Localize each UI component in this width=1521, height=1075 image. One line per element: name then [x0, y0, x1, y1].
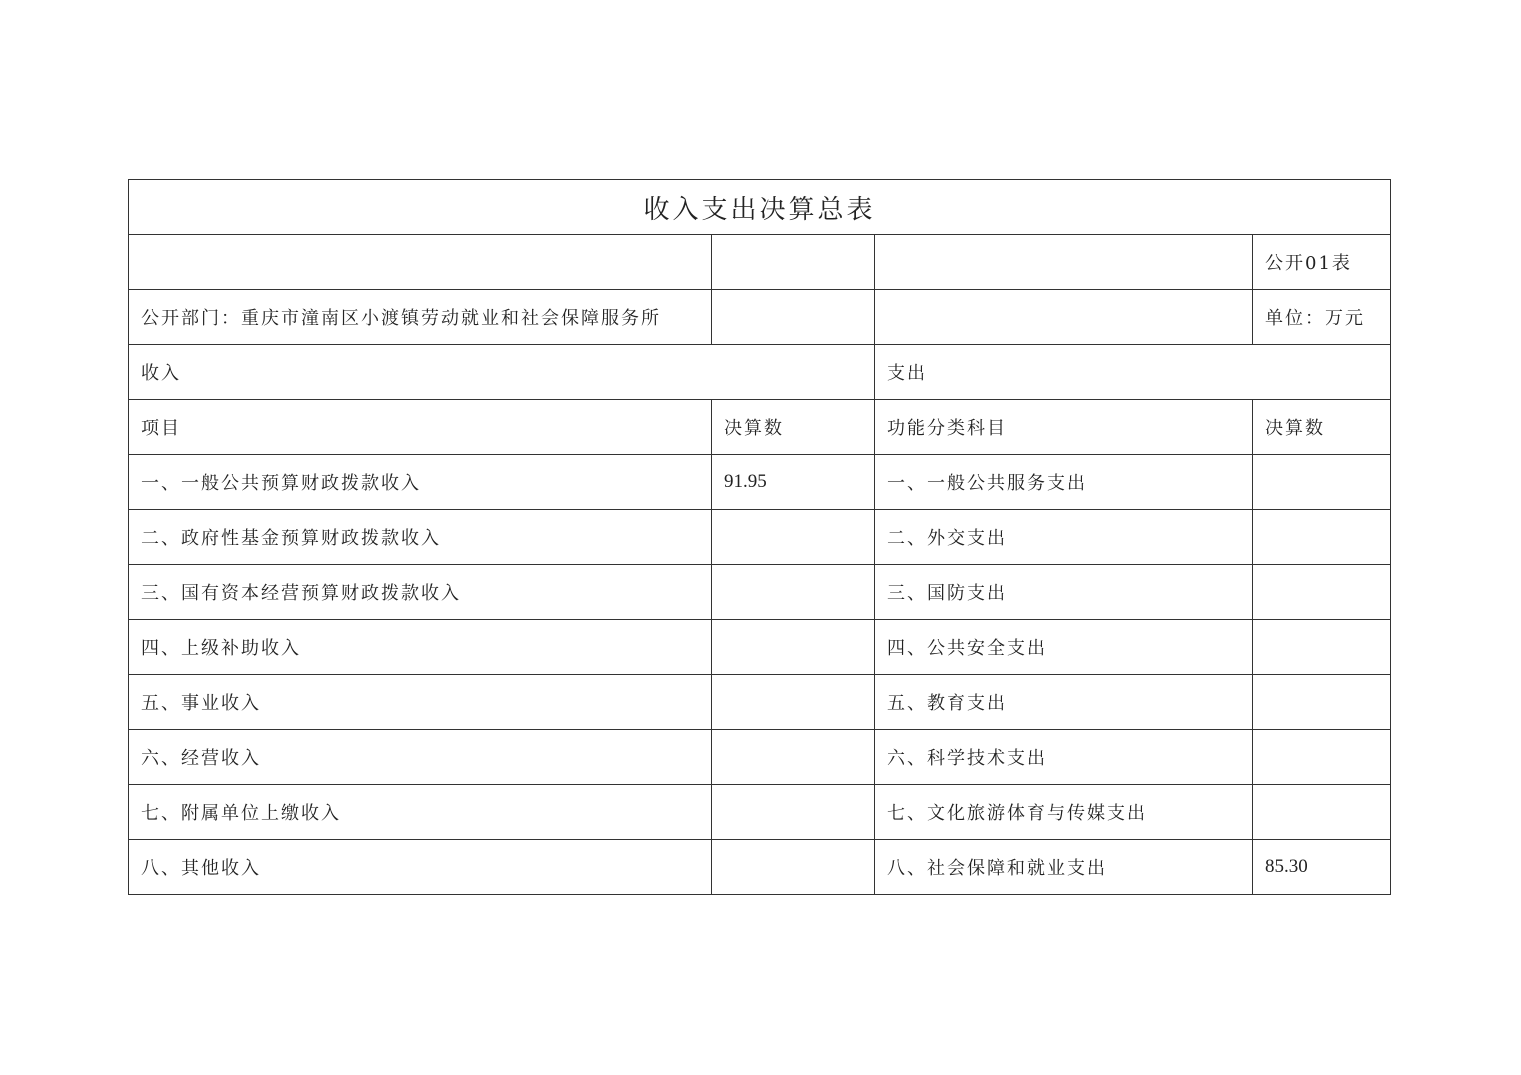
expense-item: 六、科学技术支出: [875, 730, 1253, 785]
title-row: [129, 180, 1391, 235]
table-row: [129, 565, 1391, 620]
expense-amount: 85.30: [1253, 840, 1391, 895]
column-header-row: [129, 400, 1391, 455]
code-row-cell-1: [129, 235, 712, 290]
income-item: 五、事业收入: [129, 675, 712, 730]
income-expense-summary-table: [128, 179, 1391, 895]
unit-label: 单位：万元: [1253, 290, 1391, 345]
table-row: [129, 510, 1391, 565]
code-row-cell-2: [712, 235, 875, 290]
table-row: [129, 675, 1391, 730]
income-section-header: 收入: [129, 345, 875, 400]
expense-amount: [1253, 675, 1391, 730]
income-amount: [712, 840, 875, 895]
income-item: 二、政府性基金预算财政拨款收入: [129, 510, 712, 565]
income-item: 七、附属单位上缴收入: [129, 785, 712, 840]
expense-amount: [1253, 620, 1391, 675]
expense-item: 七、文化旅游体育与传媒支出: [875, 785, 1253, 840]
department-row-cell-2: [712, 290, 875, 345]
code-row-cell-3: [875, 235, 1253, 290]
expense-amount: [1253, 565, 1391, 620]
table-row: [129, 730, 1391, 785]
income-amount: [712, 620, 875, 675]
expense-amount: [1253, 510, 1391, 565]
expense-amount: [1253, 455, 1391, 510]
income-amount: 91.95: [712, 455, 875, 510]
income-item: 八、其他收入: [129, 840, 712, 895]
expense-item: 五、教育支出: [875, 675, 1253, 730]
table-row: [129, 455, 1391, 510]
expense-item: 三、国防支出: [875, 565, 1253, 620]
expense-item: 二、外交支出: [875, 510, 1253, 565]
section-row: [129, 345, 1391, 400]
table-title: 收入支出决算总表: [129, 180, 1391, 235]
income-amount: [712, 565, 875, 620]
income-item: 四、上级补助收入: [129, 620, 712, 675]
expense-item: 八、社会保障和就业支出: [875, 840, 1253, 895]
income-amount-header: 决算数: [712, 400, 875, 455]
department-name: 公开部门：重庆市潼南区小渡镇劳动就业和社会保障服务所: [129, 290, 712, 345]
income-amount: [712, 510, 875, 565]
code-row: [129, 235, 1391, 290]
table-row: [129, 620, 1391, 675]
income-item: 六、经营收入: [129, 730, 712, 785]
income-amount: [712, 675, 875, 730]
income-item: 三、国有资本经营预算财政拨款收入: [129, 565, 712, 620]
expense-amount: [1253, 785, 1391, 840]
expense-item: 一、一般公共服务支出: [875, 455, 1253, 510]
expense-item: 四、公共安全支出: [875, 620, 1253, 675]
expense-item-header: 功能分类科目: [875, 400, 1253, 455]
income-item-header: 项目: [129, 400, 712, 455]
expense-amount-header: 决算数: [1253, 400, 1391, 455]
expense-amount: [1253, 730, 1391, 785]
department-row: [129, 290, 1391, 345]
income-amount: [712, 730, 875, 785]
income-amount: [712, 785, 875, 840]
department-row-cell-3: [875, 290, 1253, 345]
expense-section-header: 支出: [875, 345, 1391, 400]
table-row: [129, 840, 1391, 895]
table-code: 公开01表: [1253, 235, 1391, 290]
table-row: [129, 785, 1391, 840]
income-item: 一、一般公共预算财政拨款收入: [129, 455, 712, 510]
